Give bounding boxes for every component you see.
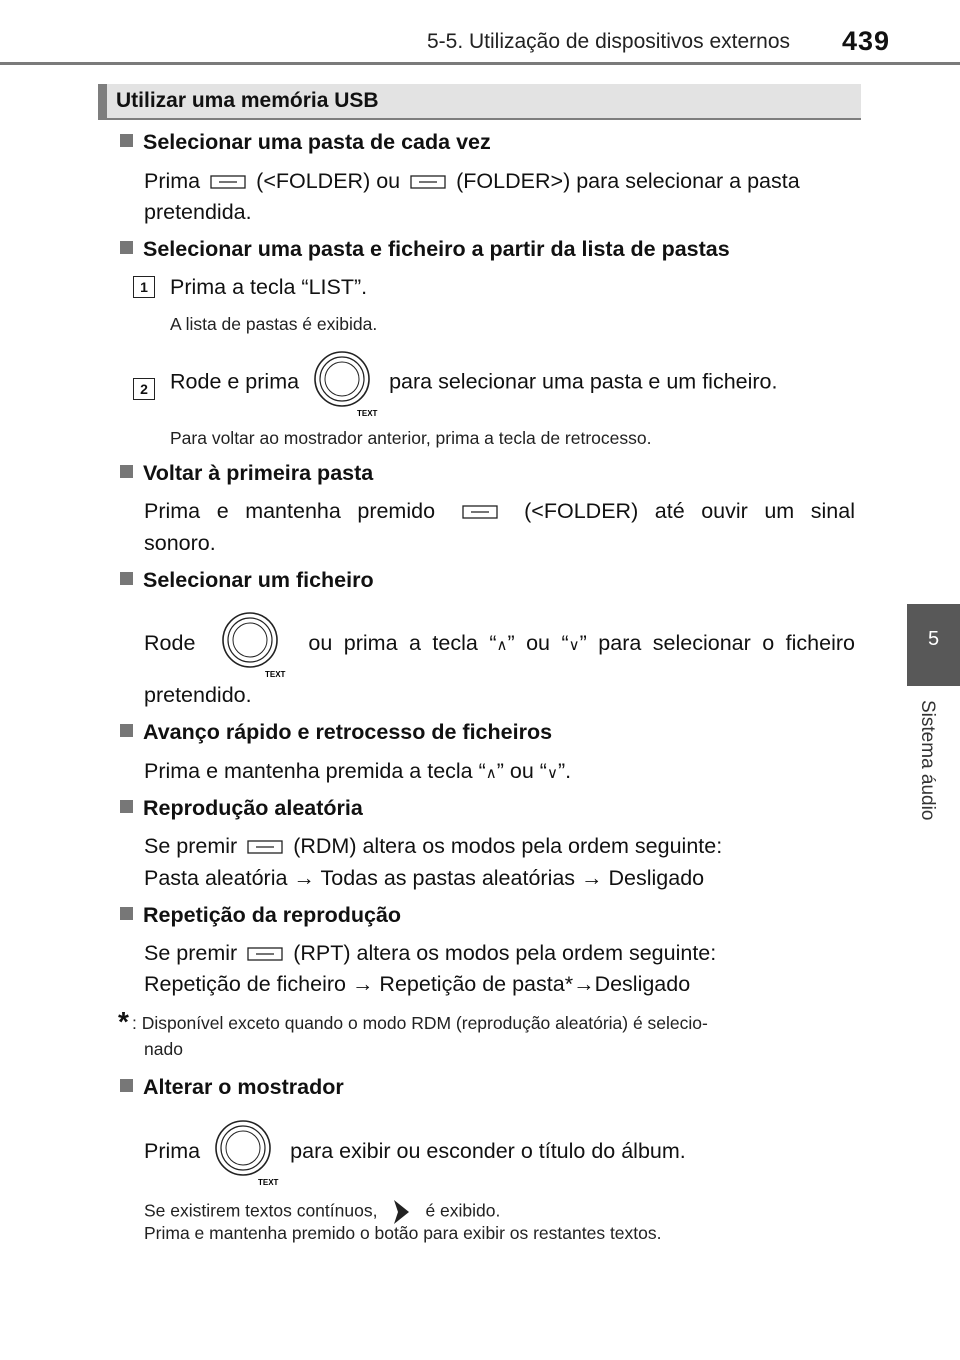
push-button-icon: [247, 840, 283, 854]
section-title: Utilizar uma memória USB: [116, 89, 379, 112]
paragraph-select-file-cont: pretendido.: [144, 683, 252, 707]
step-2-text: Rode e prima TEXT para selecionar uma pasta e um ficheiro.: [170, 348, 777, 418]
bullet-square-icon: [120, 1079, 133, 1092]
heading-first-folder: Voltar à primeira pasta: [120, 461, 373, 486]
bullet-square-icon: [120, 241, 133, 254]
step-1-text: Prima a tecla “LIST”.: [170, 275, 368, 299]
svg-text:TEXT: TEXT: [264, 670, 286, 680]
heading-fast-forward: Avanço rápido e retrocesso de ficheiros: [120, 720, 552, 745]
tune-select-knob-icon: [309, 348, 379, 418]
paragraph-first-folder-cont: sonoro.: [144, 531, 216, 555]
heading-change-display: Alterar o mostrador: [120, 1075, 344, 1100]
paragraph-change-display: Prima TEXT para exibir ou esconder o título do álbum.: [144, 1116, 686, 1187]
step-1-note: A lista de pastas é exibida.: [170, 314, 378, 334]
bullet-square-icon: [120, 724, 133, 737]
footnote-line-1: : Disponível exceto quando o modo RDM (reprodução aleatória) é selecio-: [132, 1013, 708, 1033]
bullet-square-icon: [120, 907, 133, 920]
text-continuation-arrow-icon: [391, 1198, 411, 1226]
push-button-icon: [410, 175, 446, 189]
push-button-icon: [462, 505, 498, 519]
section-title-underline: [98, 118, 861, 120]
paragraph-select-folder: Prima (<FOLDER) ou (FOLDER>) para selecionar a pasta: [144, 169, 800, 193]
paragraph-select-folder-cont: pretendida.: [144, 200, 252, 224]
header-section-title: 5-5. Utilização de dispositivos externos: [426, 30, 790, 53]
heading-folder-list: Selecionar uma pasta e ficheiro a partir da lista de pastas: [120, 237, 730, 262]
tune-select-knob-icon: [217, 609, 287, 679]
page-number: 439: [842, 26, 891, 56]
footnote-mark: *: [118, 1006, 129, 1037]
step-number-1: 1: [133, 276, 155, 298]
bullet-square-icon: [120, 572, 133, 585]
heading-random: Reprodução aleatória: [120, 796, 363, 821]
bullet-square-icon: [120, 465, 133, 478]
paragraph-random: Se premir (RDM) altera os modos pela ordem seguinte:: [144, 834, 723, 858]
note-continuous-text: Se existirem textos contínuos, é exibido.: [144, 1198, 500, 1226]
header-rule: [0, 62, 960, 65]
step-number-2: 2: [133, 378, 155, 400]
chapter-tab-number: 5: [927, 628, 940, 650]
chapter-tab-label: Sistema áudio: [917, 700, 938, 821]
svg-text:TEXT: TEXT: [357, 409, 378, 418]
heading-select-file: Selecionar um ficheiro: [120, 568, 374, 593]
tune-select-knob-icon: [210, 1117, 280, 1187]
footnote-line-2: nado: [144, 1039, 183, 1059]
paragraph-repeat: Se premir (RPT) altera os modos pela ordem seguinte:: [144, 941, 717, 965]
bullet-square-icon: [120, 800, 133, 813]
paragraph-first-folder: Prima e mantenha premido (<FOLDER) até ouvir um sinal: [144, 499, 855, 523]
svg-text:TEXT: TEXT: [258, 1178, 279, 1188]
heading-select-folder: Selecionar uma pasta de cada vez: [120, 130, 491, 155]
push-button-icon: [210, 175, 246, 189]
bullet-square-icon: [120, 134, 133, 147]
step-2-note: Para voltar ao mostrador anterior, prima a tecla de retrocesso.: [170, 428, 652, 448]
paragraph-select-file: Rode TEXT ou prima a tecla “∧” ou “∨” para selecionar o ficheiro: [144, 608, 855, 680]
heading-repeat: Repetição da reprodução: [120, 903, 401, 928]
note-hold-button: Prima e mantenha premido o botão para exibir os restantes textos.: [144, 1223, 662, 1243]
paragraph-random-sequence: Pasta aleatória → Todas as pastas aleatórias → Desligado: [144, 866, 705, 890]
paragraph-fast-forward: Prima e mantenha premida a tecla “∧” ou “∨”.: [144, 759, 572, 783]
push-button-icon: [247, 947, 283, 961]
paragraph-repeat-sequence: Repetição de ficheiro → Repetição de pasta*→Desligado: [144, 972, 691, 996]
